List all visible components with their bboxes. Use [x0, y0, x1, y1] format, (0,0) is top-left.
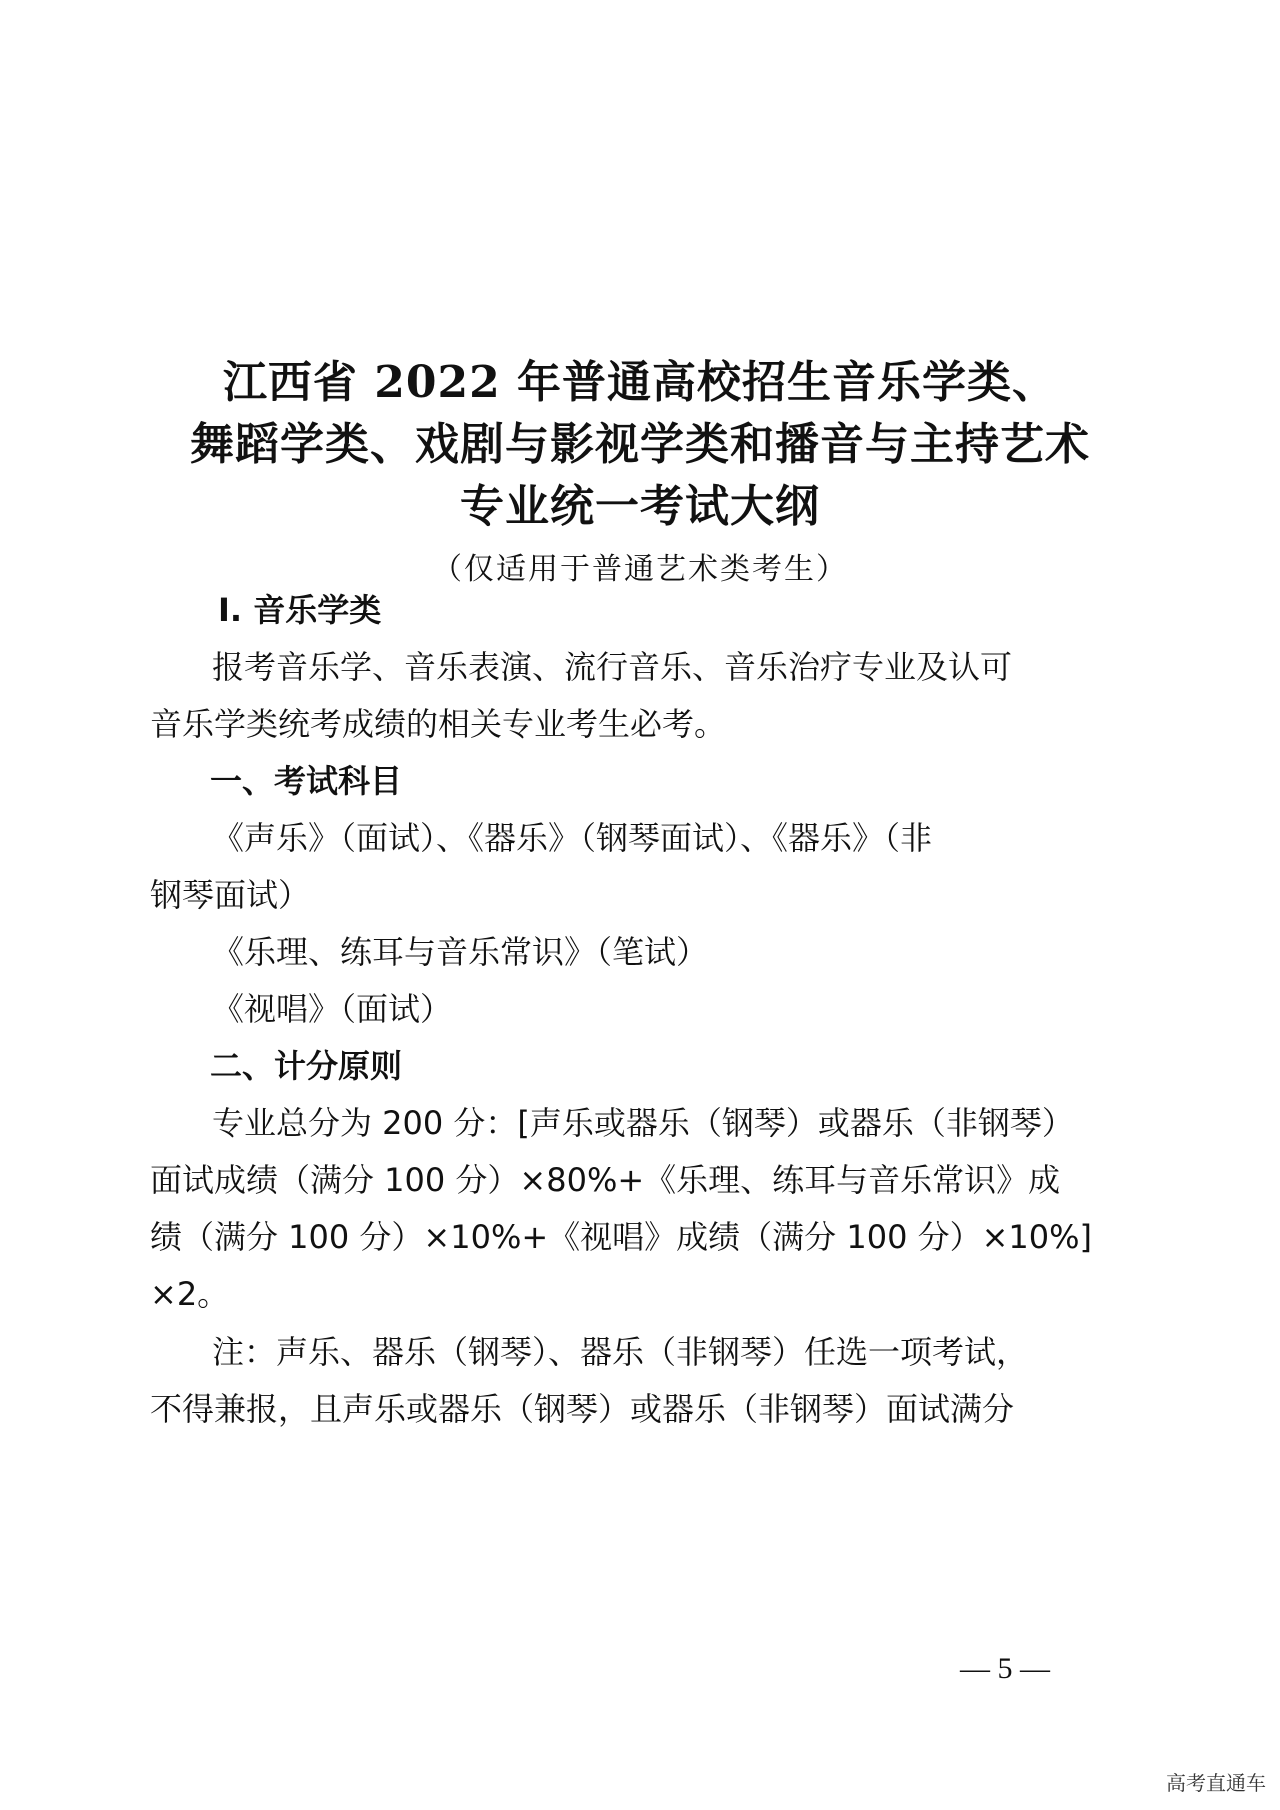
subjects-line-1: 《声乐》（面试）、《器乐》（钢琴面试）、《器乐》（非 — [212, 819, 933, 857]
section-heading-music: Ⅰ. 音乐学类 — [218, 591, 382, 629]
intro-paragraph-line-1: 报考音乐学、音乐表演、流行音乐、音乐治疗专业及认可 — [212, 648, 1013, 686]
scoring-line-3: 绩（满分 100 分）×10%+《视唱》成绩（满分 100 分）×10%] — [150, 1218, 1093, 1256]
note-line-2: 不得兼报，且声乐或器乐（钢琴）或器乐（非钢琴）面试满分 — [150, 1390, 1015, 1428]
document-title-line-1: 江西省 2022 年普通高校招生音乐学类、 — [222, 357, 1058, 408]
watermark-text: 高考直通车 — [1166, 1771, 1266, 1795]
page-number: — 5 — — [960, 1652, 1050, 1685]
note-line-1: 注：声乐、器乐（钢琴）、器乐（非钢琴）任选一项考试， — [212, 1333, 1029, 1371]
document-title-block — [150, 352, 1130, 592]
scoring-line-1: 专业总分为 200 分：[声乐或器乐（钢琴）或器乐（非钢琴） — [212, 1104, 1074, 1142]
subjects-line-4: 《视唱》（面试） — [212, 990, 453, 1028]
intro-paragraph-line-2: 音乐学类统考成绩的相关专业考生必考。 — [150, 705, 727, 743]
scoring-line-4: ×2。 — [150, 1275, 230, 1313]
document-title-line-3: 专业统一考试大纲 — [460, 481, 820, 532]
heading-exam-subjects: 一、考试科目 — [210, 762, 403, 800]
heading-scoring-principles: 二、计分原则 — [210, 1047, 403, 1085]
subjects-line-3: 《乐理、练耳与音乐常识》（笔试） — [212, 933, 709, 971]
document-title-line-2: 舞蹈学类、戏剧与影视学类和播音与主持艺术 — [190, 419, 1090, 470]
document-subtitle: （仅适用于普通艺术类考生） — [432, 552, 848, 587]
subjects-line-2: 钢琴面试） — [150, 876, 311, 914]
scoring-line-2: 面试成绩（满分 100 分）×80%+《乐理、练耳与音乐常识》成 — [150, 1161, 1061, 1199]
